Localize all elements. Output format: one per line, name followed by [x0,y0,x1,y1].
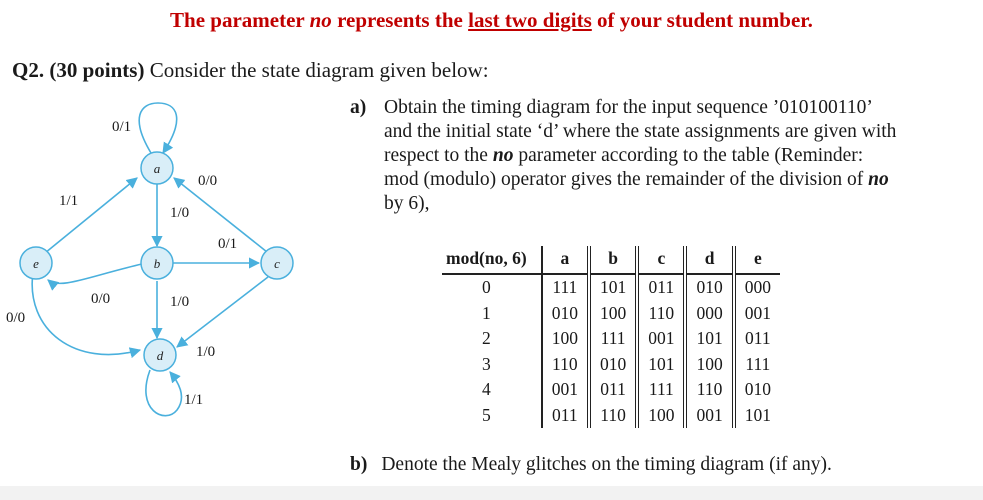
table-cell: 101 [637,352,685,378]
table-cell: 010 [685,274,733,301]
table-cell: 010 [589,352,637,378]
label-b-d: 1/0 [170,294,190,310]
edge-e-a [45,178,137,253]
table-cell: 0 [442,274,542,301]
label-b-c: 0/1 [218,236,238,252]
edge-c-d [177,277,268,347]
table-cell: 011 [745,328,771,349]
table-cell: 100 [685,352,733,378]
state-a-label: a [153,161,161,176]
table-cell: 2 [442,326,542,352]
table-cell: 001 [744,302,771,323]
label-d-self: 1/1 [184,392,204,408]
table-header-cell: a [542,246,589,274]
state-a [141,152,173,184]
table-cell: 001 [542,377,589,403]
table-cell: 100 [637,403,685,429]
table-row [442,377,780,403]
state-e [20,247,52,279]
edge-d-self [146,370,182,416]
part-a-line5: by 6), [384,193,430,214]
table-cell: 110 [542,352,589,378]
table-row [442,301,780,327]
table-cell: 111 [745,353,771,374]
edge-b-e [48,264,142,283]
state-c-label: c [274,256,280,271]
table-header-cell: c [637,246,685,274]
part-a [350,96,970,216]
table-cell: 101 [744,404,771,425]
header-underlined: last two digits [468,8,592,32]
part-a-line4 [384,168,970,192]
header-prefix: The parameter [170,8,310,32]
state-b-label: b [153,256,161,271]
part-b [350,454,832,476]
part-a-line3-pre: respect to the [384,145,493,166]
header-param: no [309,8,332,32]
table-cell: 1 [442,301,542,327]
table-cell: 110 [685,377,733,403]
part-a-line4-pre: mod (modulo) operator gives the remainder of the division of [384,169,869,190]
part-a-tag: a) [350,97,367,118]
table-row [442,326,780,352]
table-cell: 001 [685,403,733,429]
part-b-tag: b) [350,454,368,475]
edge-e-self [32,272,140,355]
part-a-line3 [384,144,970,168]
label-a-b: 1/0 [170,205,190,221]
table-cell: 100 [589,301,637,327]
question-points: (30 points) [49,58,145,82]
part-a-body [384,96,970,216]
table-header-row [442,246,780,274]
table-row [442,403,780,429]
label-c-a: 0/0 [198,173,218,189]
table-cell: 111 [589,326,637,352]
table-header-cell: b [589,246,637,274]
bottom-scroll-area [0,486,983,500]
edge-a-self [139,103,176,153]
table-cell: 000 [685,301,733,327]
table-header-cell: e [734,246,780,274]
table-cell: 011 [542,403,589,429]
part-b-text: Denote the Mealy glitches on the timing diagram (if any). [381,454,832,475]
table-cell: 101 [589,274,637,301]
question-number: Q2. [12,58,45,82]
state-c [261,247,293,279]
table-header-cell: d [685,246,733,274]
table-cell: 001 [637,326,685,352]
state-e-label: e [33,256,39,271]
table-cell: 110 [589,403,637,429]
label-e-self: 0/0 [6,310,26,326]
state-assignment-table [442,246,780,428]
question-text: Consider the state diagram given below: [144,58,489,82]
table-cell: 110 [637,301,685,327]
table-cell: 4 [442,377,542,403]
table-cell: 000 [744,277,771,298]
part-a-line1: Obtain the timing diagram for the input sequence ’010100110’ [384,97,873,118]
table-cell: 011 [637,274,685,301]
assignment-header [0,8,983,33]
table-cell: 100 [542,326,589,352]
table-cell: 5 [442,403,542,429]
table-cell: 101 [685,326,733,352]
state-diagram [0,92,330,430]
table-cell: 3 [442,352,542,378]
header-suffix: of your student number. [591,8,813,32]
part-a-line3-post: parameter according to the table (Reminder: [513,145,864,166]
label-a-self: 0/1 [112,119,132,135]
label-b-e: 0/0 [91,291,111,307]
question-title [12,58,489,83]
part-a-line4-param: no [868,169,889,190]
part-a-line2: and the initial state ‘d’ where the state assignments are given with [384,121,897,142]
table-cell: 010 [542,301,589,327]
table-row [442,352,780,378]
table-cell: 111 [637,377,685,403]
label-c-d: 1/0 [196,344,216,360]
label-e-a: 1/1 [59,193,79,209]
part-a-line3-param: no [492,145,514,166]
table-header-cell: mod(no, 6) [442,246,542,274]
state-d-label: d [156,348,164,363]
table-row [442,274,780,301]
table-cell: 011 [589,377,637,403]
table-cell: 010 [744,379,771,400]
state-b [141,247,173,279]
header-middle: represents the [331,8,469,32]
table-cell: 111 [542,274,589,301]
state-d [144,339,176,371]
